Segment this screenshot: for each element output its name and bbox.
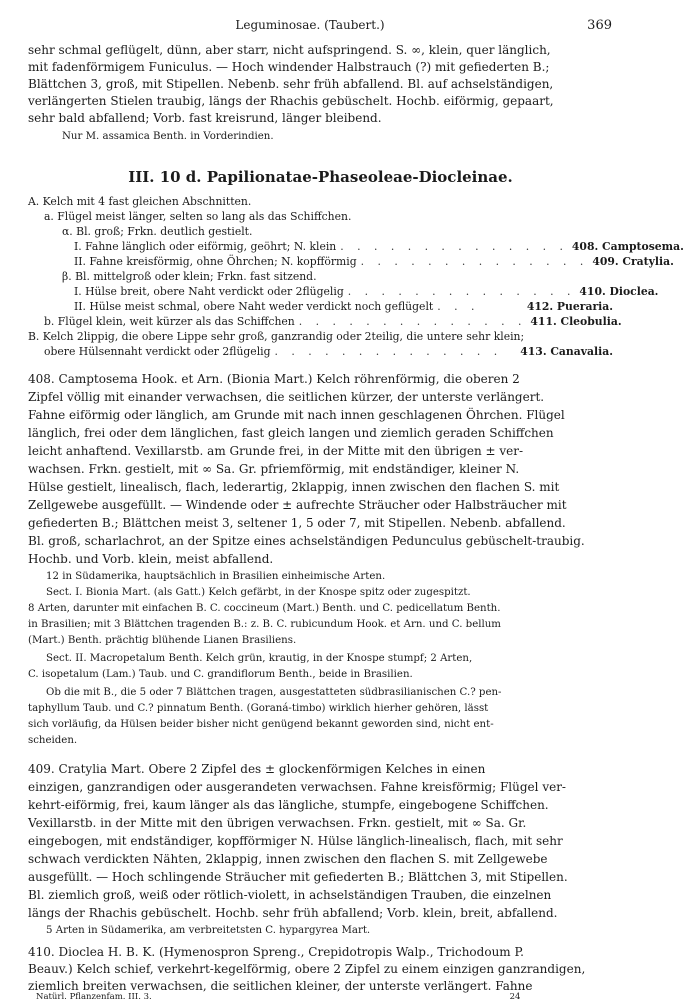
key-label: b. Flügel klein, weit kürzer als das Schiffchen xyxy=(44,315,295,328)
text-line: länglich, frei oder dem länglichen, fast gleich langen und ziemlich geraden Schiffchen xyxy=(28,426,554,440)
small-text-line: 8 Arten, darunter mit einfachen B. C. coccineum (Mart.) Benth. und C. pedicellatum Benth. xyxy=(28,603,501,614)
key-row xyxy=(28,329,613,344)
key-label: II. Fahne kreisförmig, ohne Öhrchen; N. kopfförmig xyxy=(74,255,357,268)
text-line: kehrt-eiförmig, frei, kaum länger als das längliche, stumpfe, eingebogene Schiffchen. xyxy=(28,798,549,812)
page-number: 369 xyxy=(587,18,612,33)
genus-lead-dioclea: 410. Dioclea H. B. K. (Hymenospron Spreng., Crepidotropis Walp., Trichodoum P. xyxy=(28,945,524,959)
text-line: Zipfel völlig mit einander verwachsen, die seitlichen kürzer, der unterste verlängert. xyxy=(28,390,545,404)
leader-dots: . . . . . . . . . . . . . . xyxy=(360,255,589,268)
small-text-line: 5 Arten in Südamerika, am verbreitetsten C. hypargyrea Mart. xyxy=(46,925,371,936)
text-line: leicht anhaftend. Vexillarstb. am Grunde frei, in der Mitte mit den übrigen ± ver- xyxy=(28,444,524,458)
text-line: mit fadenförmigem Funiculus. — Hoch windender Halbstrauch (?) mit gefiederten B.; xyxy=(28,60,550,74)
key-label: I. Hülse breit, obere Naht verdickt oder 2flügelig xyxy=(74,285,344,298)
text-line: einzigen, ganzrandigen oder ausgerandeten verwachsen. Fahne kreisförmig; Flügel ver- xyxy=(28,780,566,794)
footer-signature: 24 xyxy=(509,992,521,1002)
text-line: Blättchen 3, groß, mit Stipellen. Nebenb. sehr früh abfallend. Bl. auf achselständigen, xyxy=(28,77,554,91)
key-row xyxy=(44,209,613,224)
leader-dots: . . . . . . . . . . . . . . xyxy=(340,240,568,253)
leader-dots: . . . . . . . . . . . . . . xyxy=(347,285,576,298)
species-note: Nur M. assamica Benth. in Vorderindien. xyxy=(62,131,274,142)
text-line: sehr bald abfallend; Vorb. fast kreisrund, länger bleibend. xyxy=(28,111,382,125)
text-line: eingebogen, mit endständiger, kopfförmiger N. Hülse länglich-linealisch, flach, mit sehr xyxy=(28,834,563,848)
text-line: Beauv.) Kelch schief, verkehrt-kegelförmig, obere 2 Zipfel zu einem einzigen ganzrandigen, xyxy=(28,962,586,976)
running-header: Leguminosae. (Taubert.) xyxy=(235,18,385,32)
text-line: gefiederten B.; Blättchen meist 3, seltener 1, 5 oder 7, mit Stipellen. Nebenb. abfallend. xyxy=(28,516,566,530)
text-line: Hülse gestielt, linealisch, flach, lederartig, 2klappig, innen zwischen den flachen S. mit xyxy=(28,480,560,494)
small-text-line: (Mart.) Benth. prächtig blühende Lianen Brasiliens. xyxy=(28,635,297,646)
key-genus-ref: 408. Camptosema. xyxy=(571,240,684,253)
small-text-line: Ob die mit B., die 5 oder 7 Blättchen tragen, ausgestatteten südbrasilianischen C.? pen- xyxy=(46,687,502,698)
small-text-line: C. isopetalum (Lam.) Taub. und C. grandiflorum Benth., beide in Brasilien. xyxy=(28,669,413,680)
genus-lead-cratylia: 409. Cratylia Mart. Obere 2 Zipfel des ± glockenförmigen Kelches in einen xyxy=(28,762,486,776)
key-label: I. Fahne länglich oder eiförmig, geöhrt; N. klein xyxy=(74,240,337,253)
key-row xyxy=(74,239,684,254)
text-line: sehr schmal geflügelt, dünn, aber starr, nicht aufspringend. S. ∞, klein, quer länglich, xyxy=(28,43,551,57)
key-label: obere Hülsennaht verdickt oder 2flügelig xyxy=(44,345,271,358)
text-line: wachsen. Frkn. gestielt, mit ∞ Sa. Gr. pfriemförmig, mit endständiger, kleiner N. xyxy=(28,462,520,476)
genus-lead-camptosema: 408. Camptosema Hook. et Arn. (Bionia Mart.) Kelch röhrenförmig, die oberen 2 xyxy=(28,372,520,386)
leader-dots: . . . . . . . . . . . . . . xyxy=(298,315,527,328)
text-line: Bl. groß, scharlachrot, an der Spitze eines achselständigen Pedunculus gebüschelt-traubig. xyxy=(28,534,585,548)
key-row xyxy=(28,194,613,209)
text-line: Hochb. und Vorb. klein, meist abfallend. xyxy=(28,552,274,566)
key-genus-ref: 411. Cleobulia. xyxy=(530,315,622,328)
key-row xyxy=(44,344,613,359)
small-text-line: 12 in Südamerika, hauptsächlich in Brasilien einheimische Arten. xyxy=(46,571,386,582)
text-line: Zellgewebe ausgefüllt. — Windende oder ± aufrechte Sträucher oder Halbsträucher mit xyxy=(28,498,567,512)
key-row xyxy=(74,284,659,299)
leader-dots: . . . . . . . . . . . . . . xyxy=(274,345,503,358)
text-line: längs der Rhachis gebüschelt. Hochb. sehr früh abfallend; Vorb. klein, breit, abfallend. xyxy=(28,906,558,920)
text-line: ziemlich breiten verwachsen, die seitlichen kleiner, der unterste verlängert. Fahne xyxy=(28,979,533,993)
key-label: α. Bl. groß; Frkn. deutlich gestielt. xyxy=(62,225,253,238)
section-heading: III. 10 d. Papilionatae-Phaseoleae-Diocleinae. xyxy=(128,168,513,186)
text-line: ausgefüllt. — Hoch schlingende Sträucher mit gefiederten B.; Blättchen 3, mit Stipellen. xyxy=(28,870,568,884)
key-label: B. Kelch 2lippig, die obere Lippe sehr groß, ganzrandig oder 2teilig, die untere sehr klein; xyxy=(28,330,525,343)
key-row xyxy=(44,314,622,329)
key-row xyxy=(62,224,613,239)
key-row xyxy=(74,254,674,269)
small-text-line: sich vorläufig, da Hülsen beider bisher nicht genügend bekannt geworden sind, nicht ent- xyxy=(28,719,494,730)
small-text-line: scheiden. xyxy=(28,735,78,746)
text-line: verlängerten Stielen traubig, längs der Rhachis gebüschelt. Hochb. eiförmig, gepaart, xyxy=(28,94,554,108)
text-line: Bl. ziemlich groß, weiß oder rötlich-violett, in achselständigen Trauben, die einzelnen xyxy=(28,888,552,902)
small-text-line: in Brasilien; mit 3 Blättchen tragenden B.: z. B. C. rubicundum Hook. et Arn. und C. bellum xyxy=(28,619,501,630)
key-genus-ref: 409. Cratylia. xyxy=(592,255,674,268)
text-line: schwach verdickten Nähten, 2klappig, innen zwischen den flachen S. mit Zellgewebe xyxy=(28,852,548,866)
small-text-line: Sect. II. Macropetalum Benth. Kelch grün, krautig, in der Knospe stumpf; 2 Arten, xyxy=(46,653,473,664)
key-label: A. Kelch mit 4 fast gleichen Abschnitten. xyxy=(28,195,252,208)
key-genus-ref: 410. Dioclea. xyxy=(579,285,659,298)
key-row xyxy=(62,269,613,284)
text-line: Vexillarstb. in der Mitte mit den übrigen verwachsen. Frkn. gestielt, mit ∞ Sa. Gr. xyxy=(28,816,527,830)
leader-dots: . . . xyxy=(437,300,480,313)
text-line: Fahne eiförmig oder länglich, am Grunde mit nach innen geschlagenen Öhrchen. Flügel xyxy=(28,408,565,422)
key-label: II. Hülse meist schmal, obere Naht weder verdickt noch geflügelt xyxy=(74,300,434,313)
small-text-line: Sect. I. Bionia Mart. (als Gatt.) Kelch gefärbt, in der Knospe spitz oder zugespitzt. xyxy=(46,587,471,598)
key-row xyxy=(74,299,613,314)
key-label: β. Bl. mittelgroß oder klein; Frkn. fast sitzend. xyxy=(62,270,317,283)
small-text-line: taphyllum Taub. und C.? pinnatum Benth. (Goraná-timbo) wirklich hierher gehören, lässt xyxy=(28,703,489,714)
key-genus-ref: 412. Pueraria. xyxy=(526,300,613,313)
key-genus-ref: 413. Canavalia. xyxy=(520,345,613,358)
key-label: a. Flügel meist länger, selten so lang als das Schiffchen. xyxy=(44,210,352,223)
footer-source: Natürl. Pflanzenfam. III. 3. xyxy=(36,992,152,1002)
